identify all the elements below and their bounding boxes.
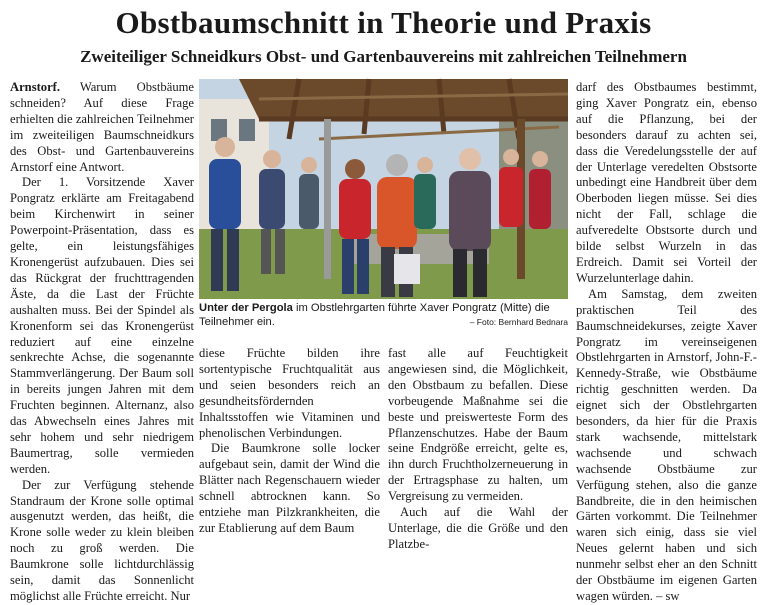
photo-credit: – Foto: Bernhard Bednara <box>469 317 568 327</box>
headline: Obstbaumschnitt in Theorie und Praxis <box>115 5 652 40</box>
subheadline: Zweiteiliger Schneidkurs Obst- und Gartenbauvereins mit zahlreichen Teilnehmern <box>80 47 687 66</box>
paragraph: Am Samstag, dem zweiten praktischen Teil des Baumschneidekurses, zeigte Xaver Pongratz im vereinseigenen Obstlehrgarten in Arnstorf, John-F.-Kennedy-Straße, wie Obstbäume richtig geschnitten werden. Da eignet sich der Obstlehrgarten besonders, da hier für die Praxis stark wachsende, mittelstark wachsende und schwach wachsende Obstbäume zur Verfügung stehen, also die ganze Bandbreite, die in den heimischen Gärten vorkommt. Die Teilnehmer waren sich einig, dass sie viel Neues gelernt haben und sich nunmehr selbst eher an den Schnitt der Obstbäume im eigenen Garten wagen würden. – sw <box>576 286 757 603</box>
caption-lead: Unter der Pergola <box>199 302 293 314</box>
article-column-3 <box>388 346 568 551</box>
article-column-1 <box>10 80 194 603</box>
paragraph: Die Baumkrone solle locker aufgebaut sein, damit der Wind die Blätter nach Regenschauern wieder schnell abtrocknen kann. So entziehe man Pilzkrankheiten, die zur Etablierung auf dem Baum <box>199 441 380 535</box>
paragraph: diese Früchte bilden ihre sortentypische Fruchtqualität aus und seien besonders reich an gesundheitsfördernden Inhaltsstoffen wie Vitaminen und phenolischen Verbindungen. <box>199 346 380 440</box>
paragraph: Der zur Verfügung stehende Standraum der Krone solle optimal ausgenutzt werden, das heißt, die Krone solle weder zu klein bleiben noch zu groß werden. Die Baumkrone solle lichtdurchlässig sein, damit das Sonnenlicht möglichst alle Früchte erreicht. Nur <box>10 477 194 603</box>
article-column-4 <box>576 80 757 603</box>
paragraph: Der 1. Vorsitzende Xaver Pongratz erklärte am Freitagabend beim Kirchenwirt in seiner Powerpoint-Präsentation, dass es gelte, ein leistungsfähiges Kronengerüst aufzubauen. Dies sei das Rückgrat der fruchttragenden Äste, da die Last der Früchte aushalten muss. Bei der Spindel als Kronenform sei das Kronengerüst reduziert auf eine einzelne senkrechte Achse, die sogenannte Stammverlängerung. Der Baum soll in bereits jungen Jahren mit dem Fruchten beginnen. Alternanz, also das Abwechseln eines Jahres mit sehr hohem und sehr niedrigem Baumertrag, solle vermieden werden. <box>10 175 194 476</box>
paragraph: darf des Obstbaumes bestimmt, ging Xaver Pongratz ein, ebenso auf die Pflanzung, bei der besonders darauf zu achten sei, dass die Veredelungsstelle der auf der Unterlage veredelten Obstsorte unbedingt eine Handbreit über dem Oberboden liegen müsse. Sei dies nicht der Fall, schlage die aufveredelte Obstsorte durch und bilde selbst Wurzeln in das Erdreich. Damit sei Vorteil der Wurzelunterlage dahin. <box>576 80 757 285</box>
article-column-2 <box>199 346 380 535</box>
photo-caption <box>199 301 568 329</box>
paragraph: Auch auf die Wahl der Unterlage, die die Größe und den Platzbe- <box>388 505 568 551</box>
dateline: Arnstorf. <box>10 80 61 94</box>
pergola-group-photo-icon <box>199 79 568 299</box>
paragraph: fast alle auf Feuchtigkeit angewiesen sind, die Möglichkeit, den Obstbaum zu befallen. Diese vorbeugende Maßnahme sei die beste und preiswerteste Form des Pflanzenschutzes. Habe der Baum seine Endgröße erreicht, gelte es, ihn durch Fruchtholzerneuerung in der Ertragsphase zu halten, um Vergreisung zu vermeiden. <box>388 346 568 504</box>
article-photo <box>199 79 568 299</box>
paragraph <box>10 80 194 175</box>
caption-text: im Obstlehrgarten führte Xaver Pongratz (Mitte) die Teilnehmer ein. <box>199 302 550 328</box>
paragraph-text: Warum Obstbäume schneiden? Auf diese Frage erhielten die zahlreichen Teilnehmer im zweiteiligen Baumschneidkurs des Obst- und Gartenbauvereins Arnstorf eine Antwort. <box>10 80 194 174</box>
